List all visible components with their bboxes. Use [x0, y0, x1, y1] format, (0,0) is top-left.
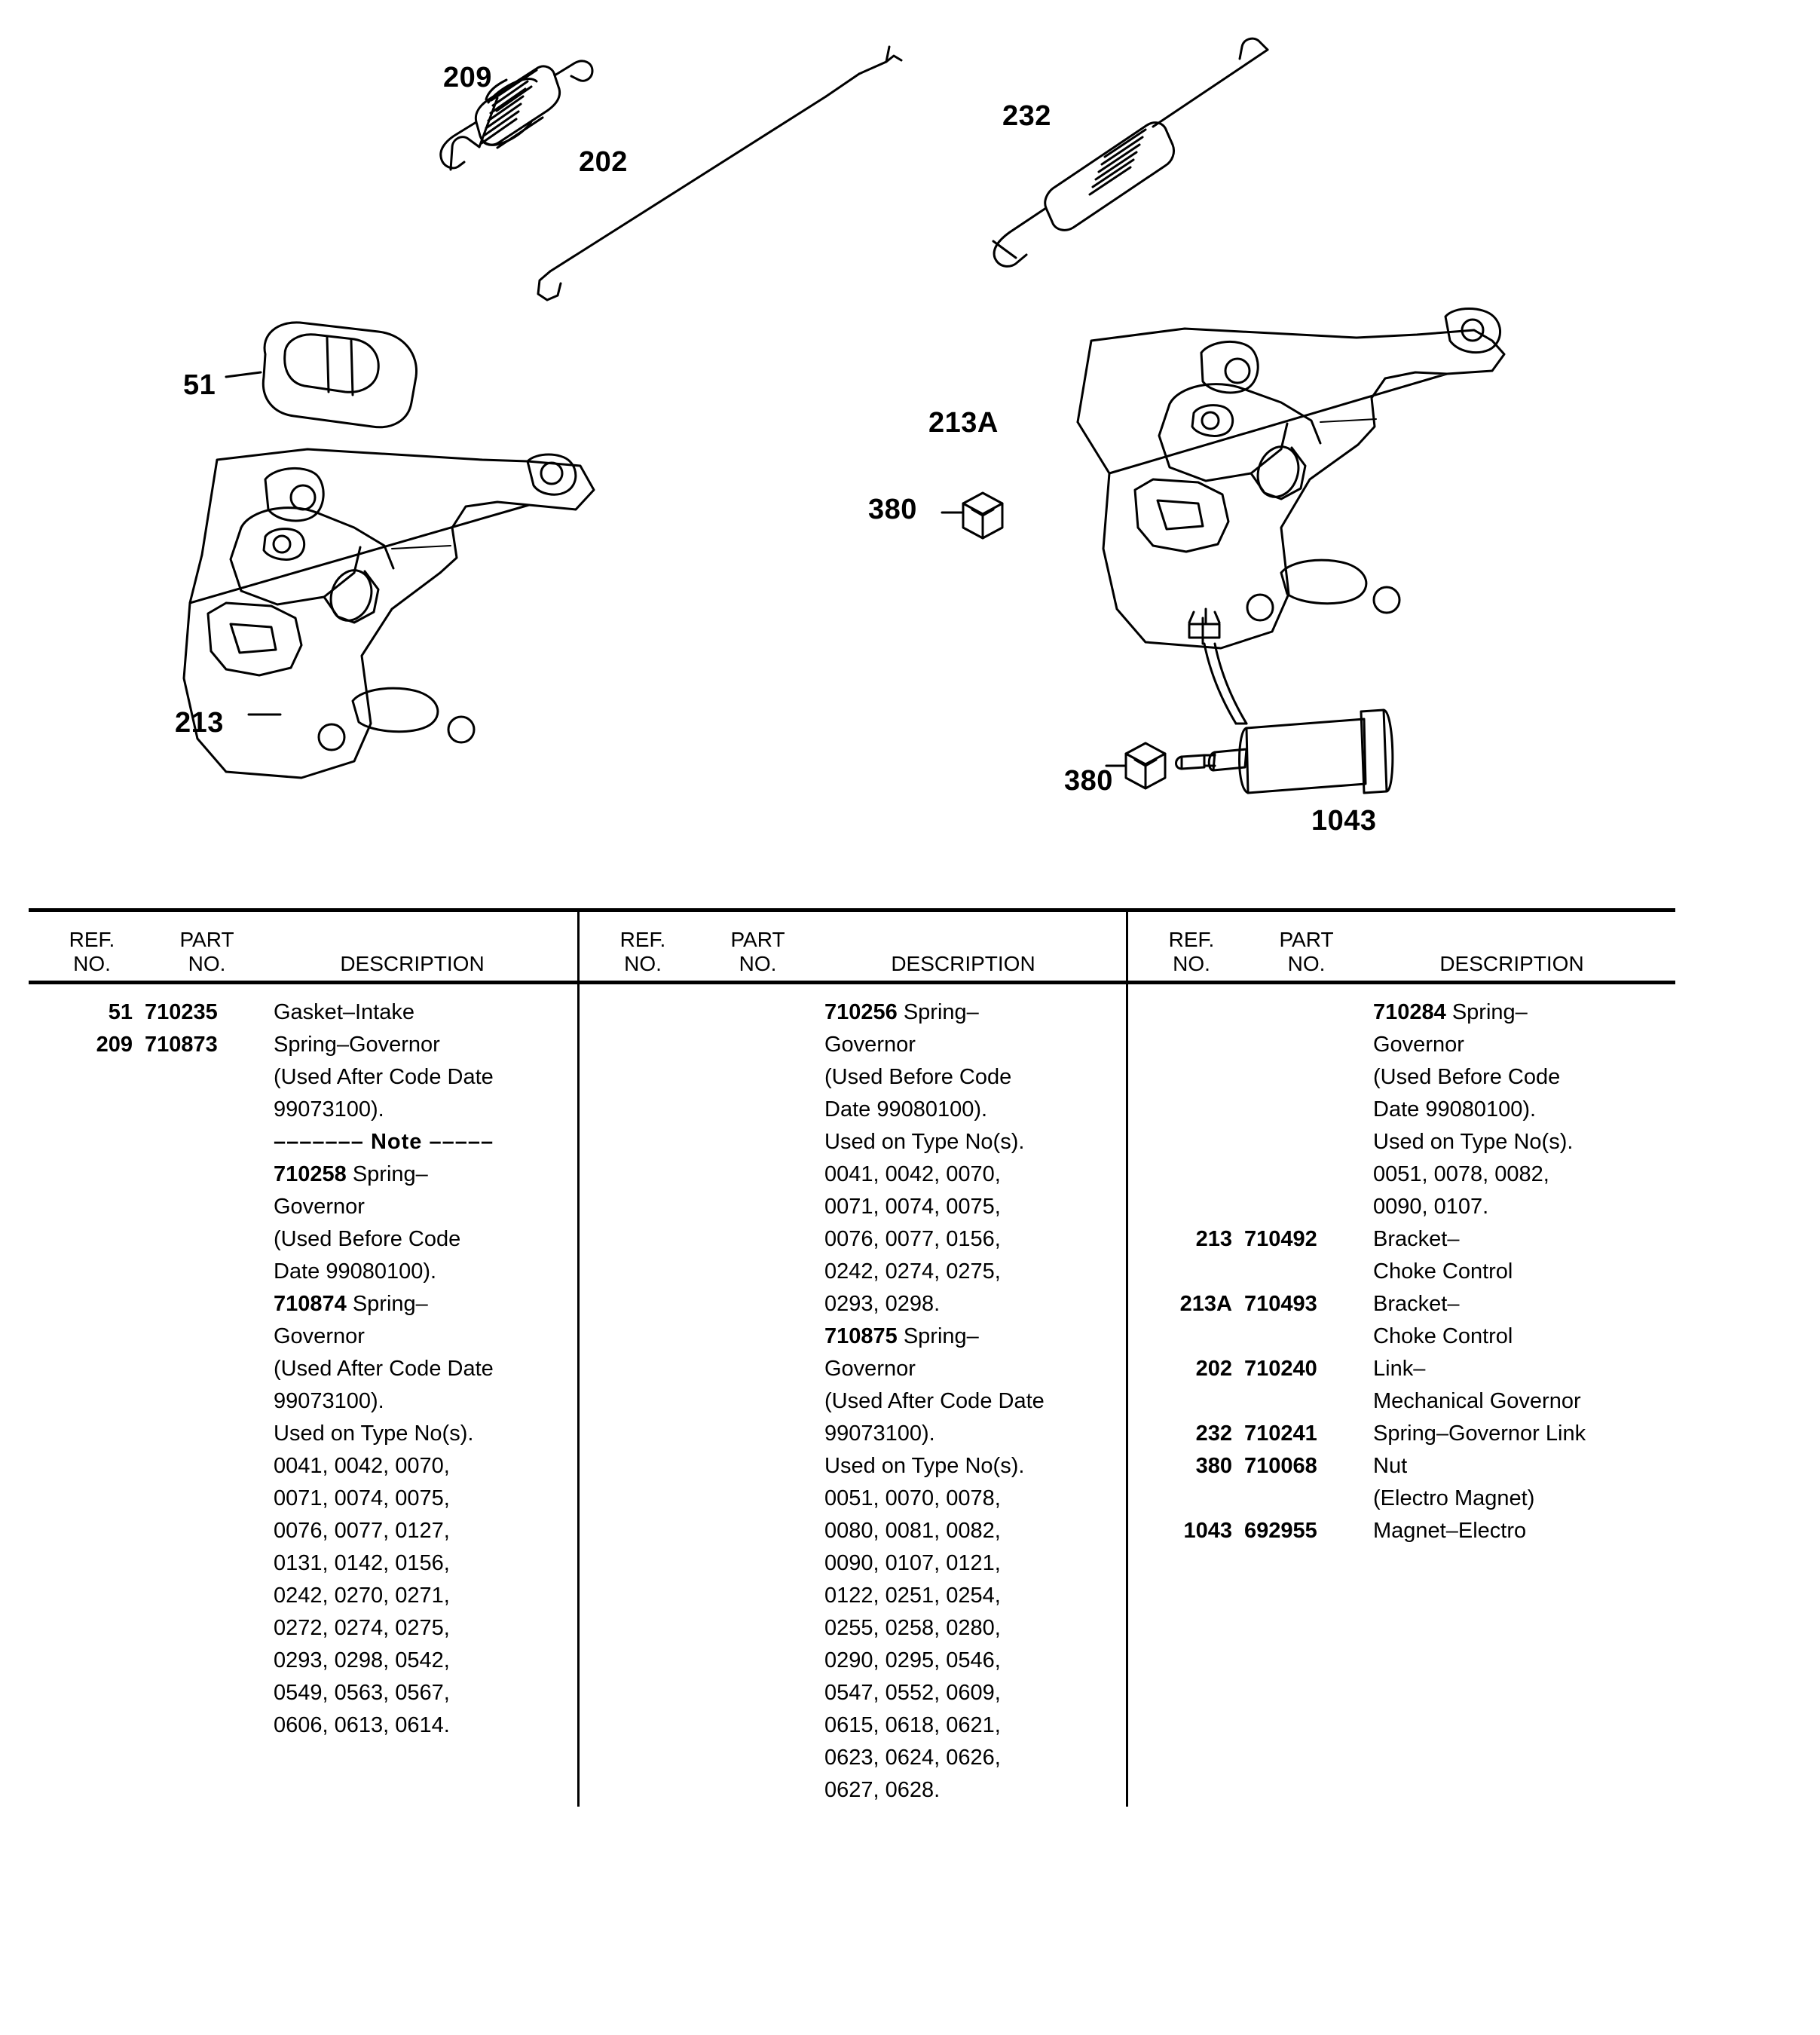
cell-description: (Electro Magnet) [1373, 1486, 1535, 1510]
cell-description: 0051, 0070, 0078, [824, 1486, 1001, 1510]
cell-description: 0547, 0552, 0609, [824, 1681, 1001, 1705]
parts-column-1 [29, 912, 577, 1807]
table-row [1128, 1191, 1675, 1223]
cell-description: 0051, 0078, 0082, [1373, 1162, 1549, 1186]
cell-description: (Used Before Code [1373, 1065, 1561, 1089]
cell-description: Bracket– [1373, 1227, 1460, 1251]
table-row [1128, 1515, 1675, 1547]
callout-213A: 213A [928, 407, 999, 439]
table-row [580, 1645, 1126, 1677]
table-row [1128, 1483, 1675, 1515]
cell-description: Date 99080100). [824, 1097, 988, 1122]
cell-description: 710874 Spring– [274, 1292, 428, 1316]
header-part-line2: NO. [1287, 951, 1326, 975]
table-row [29, 996, 577, 1029]
parts-column-2 [577, 912, 1126, 1807]
table-row [580, 1126, 1126, 1158]
cell-description: Date 99080100). [274, 1259, 437, 1284]
header-ref-line2: NO. [624, 951, 662, 975]
callout-202: 202 [579, 146, 628, 178]
table-row [1128, 1320, 1675, 1353]
cell-description: Used on Type No(s). [824, 1130, 1025, 1154]
cell-part-no: 710493 [1244, 1292, 1317, 1316]
cell-description: Used on Type No(s). [1373, 1130, 1574, 1154]
cell-part-no: 710240 [1244, 1357, 1317, 1381]
table-row [29, 1126, 577, 1158]
cell-description: 99073100). [274, 1097, 384, 1122]
cell-description: 0293, 0298, 0542, [274, 1648, 450, 1672]
exploded-parts-diagram [0, 0, 1820, 897]
table-row [580, 1094, 1126, 1126]
callout-209: 209 [443, 62, 492, 93]
cell-description: Used on Type No(s). [824, 1454, 1025, 1478]
table-row [580, 1256, 1126, 1288]
header-ref-no [1139, 920, 1244, 976]
table-row [580, 996, 1126, 1029]
table-row [1128, 1256, 1675, 1288]
part-51-gasket [263, 323, 416, 427]
cell-description: ––––––– Note ––––– [274, 1130, 494, 1154]
column-1-header [29, 912, 577, 984]
table-row [580, 1061, 1126, 1094]
cell-description: Magnet–Electro [1373, 1519, 1527, 1543]
cell-description: 0290, 0295, 0546, [824, 1648, 1001, 1672]
table-row [580, 1774, 1126, 1807]
part-213A-bracket [1078, 309, 1504, 649]
cell-part-no: 710492 [1244, 1227, 1317, 1251]
table-row [1128, 1353, 1675, 1385]
cell-description: 0041, 0042, 0070, [274, 1454, 450, 1478]
cell-description: 0606, 0613, 0614. [274, 1713, 450, 1737]
cell-description: Governor [274, 1195, 365, 1219]
cell-description: 0627, 0628. [824, 1778, 941, 1802]
column-1-rows [29, 984, 577, 1742]
cell-description: 0549, 0563, 0567, [274, 1681, 450, 1705]
table-row [29, 1094, 577, 1126]
table-row [29, 1450, 577, 1483]
cell-description: Spring–Governor [274, 1033, 440, 1057]
inline-part-no: 710256 [824, 1000, 898, 1024]
cell-description: Nut [1373, 1454, 1408, 1478]
table-row [29, 1385, 577, 1418]
table-row [580, 1580, 1126, 1612]
parts-column-3 [1126, 912, 1675, 1807]
header-ref-line1: REF. [1168, 927, 1215, 951]
table-row [29, 1158, 577, 1191]
header-description: DESCRIPTION [1439, 951, 1584, 975]
cell-description: 0090, 0107. [1373, 1195, 1489, 1219]
table-row [29, 1061, 577, 1094]
table-row [580, 1483, 1126, 1515]
inline-part-no: 710875 [824, 1324, 898, 1348]
table-row [1128, 1288, 1675, 1320]
table-row [29, 1418, 577, 1450]
part-232-spring-link [993, 38, 1268, 266]
column-2-header [580, 912, 1126, 984]
header-ref-line2: NO. [73, 951, 111, 975]
cell-description: 710258 Spring– [274, 1162, 428, 1186]
cell-ref-no: 202 [1195, 1357, 1232, 1381]
header-part-no [145, 920, 269, 976]
inline-part-no: 710258 [274, 1162, 347, 1186]
cell-description: Spring–Governor Link [1373, 1421, 1586, 1446]
table-row [1128, 1126, 1675, 1158]
cell-description: 0076, 0077, 0156, [824, 1227, 1001, 1251]
header-description: DESCRIPTION [340, 951, 485, 975]
cell-description: 710256 Spring– [824, 1000, 979, 1024]
header-ref-line2: NO. [1173, 951, 1210, 975]
header-part-line2: NO. [739, 951, 777, 975]
cell-description: 0071, 0074, 0075, [824, 1195, 1001, 1219]
cell-description: 0071, 0074, 0075, [274, 1486, 450, 1510]
cell-ref-no: 209 [96, 1033, 133, 1057]
diagram-artwork [0, 0, 1820, 897]
table-row [1128, 1094, 1675, 1126]
part-1043-magnet [1176, 710, 1393, 793]
header-ref-no [590, 920, 696, 976]
cell-description: (Used After Code Date [824, 1389, 1045, 1413]
table-row [29, 1191, 577, 1223]
inline-part-no: 710874 [274, 1292, 347, 1316]
table-row [1128, 1158, 1675, 1191]
table-row [580, 1709, 1126, 1742]
cell-description: Bracket– [1373, 1292, 1460, 1316]
part-380-nut-lower [1126, 743, 1165, 788]
column-3-rows [1128, 984, 1675, 1547]
table-row [580, 1191, 1126, 1223]
cell-description: 0272, 0274, 0275, [274, 1616, 450, 1640]
table-row [29, 1580, 577, 1612]
inline-part-no: 710284 [1373, 1000, 1446, 1024]
cell-description: 99073100). [824, 1421, 935, 1446]
table-row [29, 1709, 577, 1742]
table-row [580, 1450, 1126, 1483]
cell-description: 0122, 0251, 0254, [824, 1584, 1001, 1608]
cell-ref-no: 213A [1179, 1292, 1232, 1316]
table-row [29, 1547, 577, 1580]
cell-description: Used on Type No(s). [274, 1421, 474, 1446]
column-3-header [1128, 912, 1675, 984]
header-part-line1: PART [1279, 927, 1334, 951]
cell-description: Governor [274, 1324, 365, 1348]
header-part-no [1244, 920, 1369, 976]
table-row [1128, 1029, 1675, 1061]
header-part-line2: NO. [188, 951, 226, 975]
cell-description: Link– [1373, 1357, 1426, 1381]
cell-part-no: 710241 [1244, 1421, 1317, 1446]
parts-list-table [29, 908, 1675, 1807]
cell-description: Governor [1373, 1033, 1464, 1057]
cell-description: (Used After Code Date [274, 1357, 494, 1381]
callout-232: 232 [1002, 100, 1051, 132]
cell-description: 0080, 0081, 0082, [824, 1519, 1001, 1543]
table-row [29, 1612, 577, 1645]
table-row [29, 1256, 577, 1288]
table-row [1128, 1450, 1675, 1483]
table-row [580, 1515, 1126, 1547]
table-row [1128, 1385, 1675, 1418]
cell-description: 710284 Spring– [1373, 1000, 1528, 1024]
table-row [580, 1029, 1126, 1061]
callout-51: 51 [183, 369, 216, 401]
header-ref-line1: REF. [619, 927, 666, 951]
table-row [29, 1223, 577, 1256]
cell-part-no: 710235 [145, 1000, 218, 1024]
cell-description: 0076, 0077, 0127, [274, 1519, 450, 1543]
part-380-nut-upper [963, 493, 1002, 538]
cell-description: 0293, 0298. [824, 1292, 941, 1316]
table-row [580, 1547, 1126, 1580]
cell-description: Governor [824, 1033, 916, 1057]
header-ref-no [39, 920, 145, 976]
header-ref-line1: REF. [69, 927, 115, 951]
cell-description: Governor [824, 1357, 916, 1381]
cell-description: Gasket–Intake [274, 1000, 414, 1024]
table-row [580, 1385, 1126, 1418]
cell-description: 0131, 0142, 0156, [274, 1551, 450, 1575]
table-row [29, 1029, 577, 1061]
cell-part-no: 710068 [1244, 1454, 1317, 1478]
header-part-line1: PART [730, 927, 785, 951]
table-row [29, 1645, 577, 1677]
cell-ref-no: 1043 [1183, 1519, 1232, 1543]
table-row [580, 1677, 1126, 1709]
table-row [1128, 1418, 1675, 1450]
cell-description: 0041, 0042, 0070, [824, 1162, 1001, 1186]
callout-380-lower: 380 [1064, 765, 1113, 797]
part-213-bracket [184, 449, 594, 778]
table-row [580, 1418, 1126, 1450]
table-row [1128, 996, 1675, 1029]
callout-213: 213 [175, 707, 224, 739]
cell-description: 710875 Spring– [824, 1324, 979, 1348]
table-row [29, 1515, 577, 1547]
cell-description: Choke Control [1373, 1259, 1513, 1284]
table-row [580, 1612, 1126, 1645]
leader-51 [226, 372, 261, 377]
cell-description: 0090, 0107, 0121, [824, 1551, 1001, 1575]
cell-description: 0242, 0274, 0275, [824, 1259, 1001, 1284]
cell-part-no: 692955 [1244, 1519, 1317, 1543]
table-row [1128, 1061, 1675, 1094]
cell-ref-no: 380 [1195, 1454, 1232, 1478]
table-row [29, 1483, 577, 1515]
cell-ref-no: 213 [1195, 1227, 1232, 1251]
cell-description: 0615, 0618, 0621, [824, 1713, 1001, 1737]
cell-description: (Used After Code Date [274, 1065, 494, 1089]
cell-description: Date 99080100). [1373, 1097, 1537, 1122]
table-row [580, 1223, 1126, 1256]
cell-ref-no: 51 [108, 1000, 133, 1024]
cell-description: 0255, 0258, 0280, [824, 1616, 1001, 1640]
cell-description: Mechanical Governor [1373, 1389, 1581, 1413]
callout-1043: 1043 [1311, 805, 1377, 837]
table-row [580, 1158, 1126, 1191]
cell-description: Choke Control [1373, 1324, 1513, 1348]
header-part-no [696, 920, 820, 976]
table-row [580, 1288, 1126, 1320]
cell-description: (Used Before Code [274, 1227, 461, 1251]
cell-description: (Used Before Code [824, 1065, 1012, 1089]
table-row [580, 1320, 1126, 1353]
header-description: DESCRIPTION [891, 951, 1035, 975]
table-row [580, 1742, 1126, 1774]
table-row [580, 1353, 1126, 1385]
table-row [1128, 1223, 1675, 1256]
column-2-rows [580, 984, 1126, 1807]
cell-ref-no: 232 [1195, 1421, 1232, 1446]
cell-description: 0242, 0270, 0271, [274, 1584, 450, 1608]
wire-lead [1189, 609, 1246, 724]
header-part-line1: PART [179, 927, 234, 951]
table-row [29, 1288, 577, 1320]
callout-380-upper: 380 [868, 494, 917, 525]
table-row [29, 1353, 577, 1385]
table-row [29, 1677, 577, 1709]
table-row [29, 1320, 577, 1353]
cell-part-no: 710873 [145, 1033, 218, 1057]
cell-description: 99073100). [274, 1389, 384, 1413]
cell-description: 0623, 0624, 0626, [824, 1746, 1001, 1770]
